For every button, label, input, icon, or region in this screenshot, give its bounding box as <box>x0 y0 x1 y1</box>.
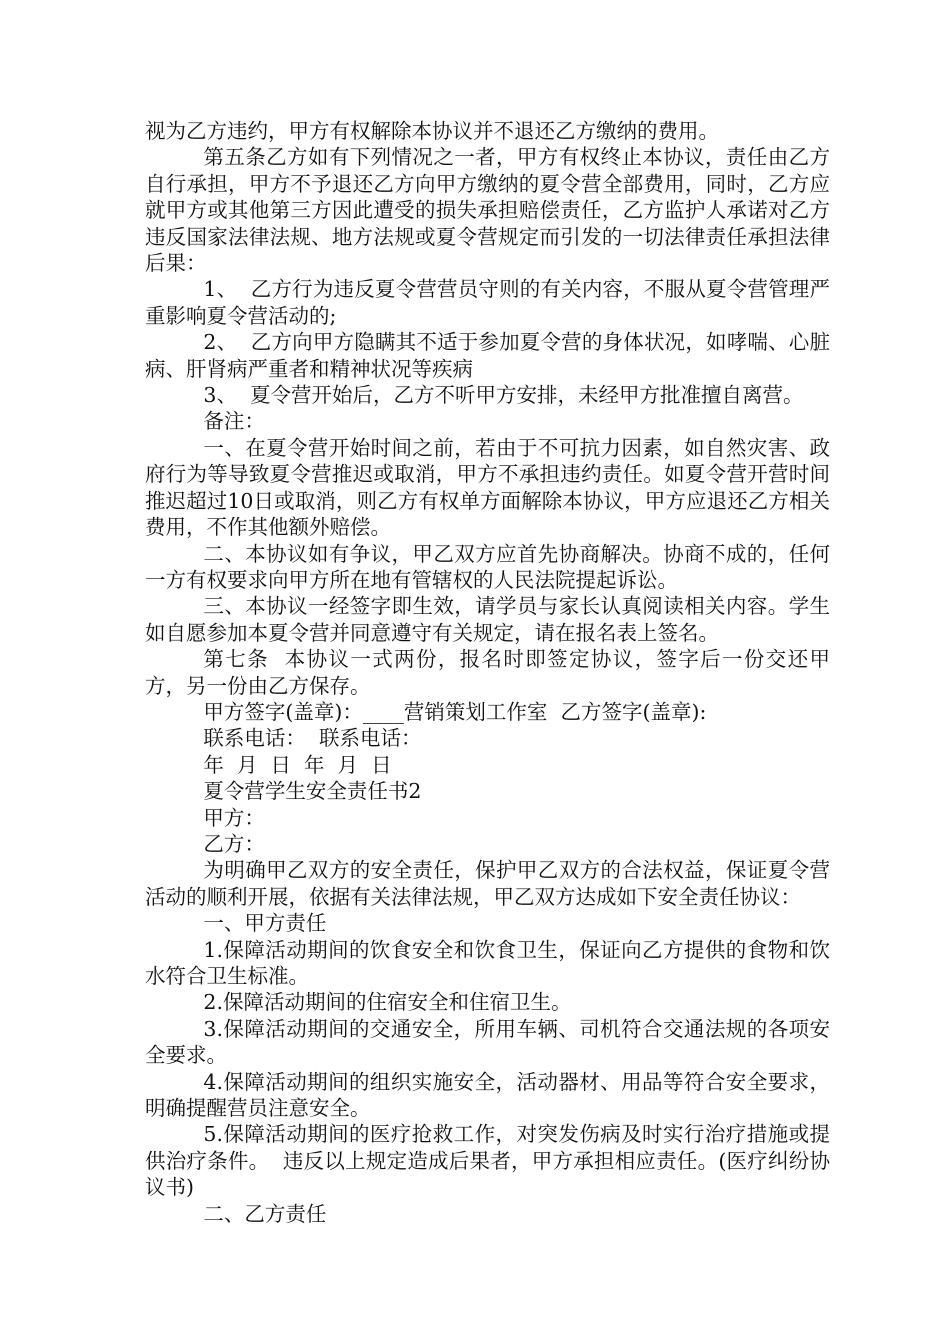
section-title: 夏令营学生安全责任书2 <box>203 779 422 804</box>
paragraph-continuation: 视为乙方违约，甲方有权解除本协议并不退还乙方缴纳的费用。 <box>145 119 719 143</box>
date-line: 年 月 日 年 月 日 <box>203 752 392 777</box>
duty-item-1: 1.保障活动期间的饮食安全和饮食卫生，保证向乙方提供的食物和饮水符合卫生标准。 <box>145 937 830 988</box>
heading-party-b-duties: 二、乙方责任 <box>203 1201 327 1226</box>
document-body <box>145 118 830 1227</box>
paragraph-item-1: 1、 乙方行为违反夏令营营员守则的有关内容，不服从夏令营管理严重影响夏令营活动的; <box>145 277 830 328</box>
duty-item-4: 4.保障活动期间的组织实施安全，活动器材、用品等符合安全要求，明确提醒营员注意安全。 <box>145 1069 830 1121</box>
duty-item-5: 5.保障活动期间的医疗抢救工作，对突发伤病及时实行治疗措施或提供治疗条件。 违反以上规定造成后果者，甲方承担相应责任。(医疗纠纷协议书) <box>145 1122 830 1200</box>
paragraph-remark-1: 一、在夏令营开始时间之前，若由于不可抗力因素，如自然灾害、政府行为等导致夏令营推迟或取消，甲方不承担违约责任。如夏令营开营时间推迟超过10日或取消，则乙方有权单方面解除本协议，甲方应退还乙方相关费用，不作其他额外赔偿。 <box>145 435 830 540</box>
paragraph-article-7: 第七条 本协议一式两份，报名时即签定协议，签字后一份交还甲方，另一份由乙方保存。 <box>145 647 830 698</box>
paragraph-article-5: 第五条乙方如有下列情况之一者，甲方有权终止本协议，责任由乙方自行承担，甲方不予退还乙方向甲方缴纳的夏令营全部费用，同时，乙方应就甲方或其他第三方因此遭受的损失承担赔偿责任，乙方监护人承诺对乙方违反国家法律法规、地方法规或夏令营规定而引发的一切法律责任承担法律后果： <box>145 145 830 276</box>
party-a-line: 甲方： <box>203 805 265 830</box>
duty-item-2: 2.保障活动期间的住宿安全和住宿卫生。 <box>203 990 572 1015</box>
heading-party-a-duties: 一、甲方责任 <box>203 911 327 936</box>
paragraph-remarks-heading: 备注： <box>203 409 265 434</box>
paragraph-item-2: 2、 乙方向甲方隐瞒其不适于参加夏令营的身体状况，如哮喘、心脏病、肝肾病严重者和精神状况等疾病 <box>145 330 830 381</box>
party-b-line: 乙方： <box>203 831 265 856</box>
paragraph-remark-3: 三、本协议一经签字即生效，请学员与家长认真阅读相关内容。学生如自愿参加本夏令营并同意遵守有关规定，请在报名表上签名。 <box>145 594 830 645</box>
duty-item-3: 3.保障活动期间的交通安全，所用车辆、司机符合交通法规的各项安全要求。 <box>145 1016 830 1068</box>
paragraph-preamble: 为明确甲乙双方的安全责任，保护甲乙双方的合法权益，保证夏令营活动的顺利开展，依据有关法律法规，甲乙双方达成如下安全责任协议： <box>145 858 830 909</box>
signature-line: 甲方签字(盖章)：____营销策划工作室 乙方签字(盖章): <box>203 699 707 724</box>
contact-phone-line: 联系电话： 联系电话： <box>203 726 422 751</box>
paragraph-remark-2: 二、本协议如有争议，甲乙双方应首先协商解决。协商不成的，任何一方有权要求向甲方所在地有管辖权的人民法院提起诉讼。 <box>145 541 830 592</box>
paragraph-item-3: 3、 夏令营开始后，乙方不听甲方安排，未经甲方批准擅自离营。 <box>203 383 804 408</box>
